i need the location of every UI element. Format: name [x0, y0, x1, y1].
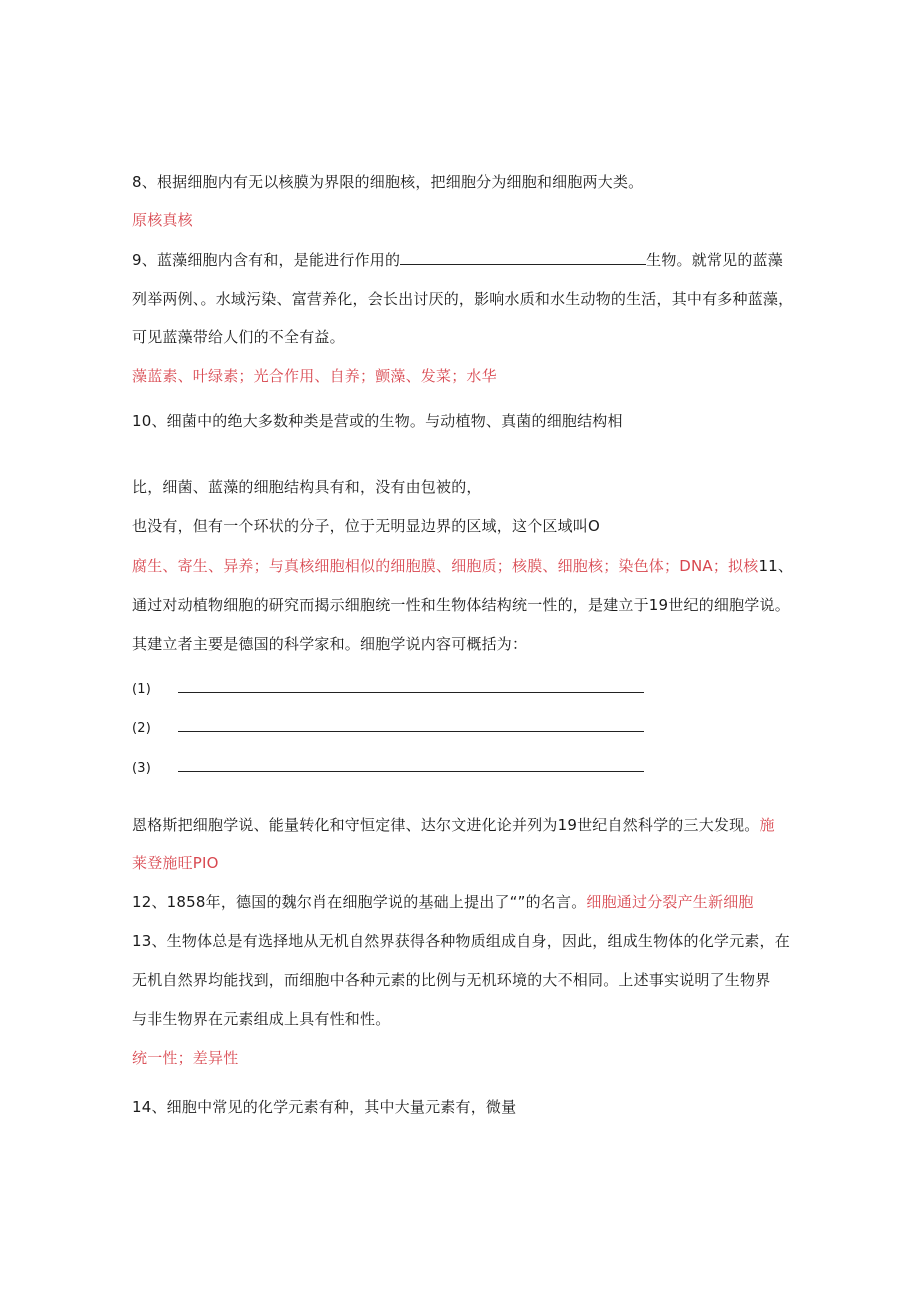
q12-answer: 细胞通过分裂产生新细胞	[586, 893, 754, 911]
q13-line3: 与非生物界在元素组成上具有性和性。	[132, 1010, 391, 1028]
q11-line3: 其建立者主要是德国的科学家和。细胞学说内容可概括为：	[132, 635, 528, 653]
q10-answer-q11-start	[132, 556, 793, 576]
q13-line2: 无机自然界均能找到，而细胞中各种元素的比例与无机环境的大不相同。上述事实说明了生物界	[132, 971, 771, 989]
item-label: (1)	[132, 682, 152, 697]
q10-line2: 比，细菌、蓝藻的细胞结构具有和，没有由包被的，	[132, 478, 482, 496]
q11-line-after	[132, 815, 775, 835]
q13-answer: 统一性；差异性	[132, 1049, 239, 1067]
q10-line3: 也没有，但有一个环状的分子，位于无明显边界的区域，这个区域叫O	[132, 517, 601, 535]
q12-line	[132, 892, 754, 912]
q12-text: 12、1858年，德国的魏尔肖在细胞学说的基础上提出了“”的名言。	[132, 893, 587, 911]
q9-line2: 列举两例、。水域污染、富营养化，会长出讨厌的，影响水质和水生动物的生活，其中有多种蓝藻，	[132, 290, 794, 308]
q11-line-after-text: 恩格斯把细胞学说、能量转化和守恒定律、达尔文进化论并列为19世纪自然科学的三大发现。	[132, 816, 760, 834]
q14-text: 14、细胞中常见的化学元素有种，其中大量元素有，微量	[132, 1098, 517, 1116]
q11-line2: 通过对动植物细胞的研究而揭示细胞统一性和生物体结构统一性的，是建立于19世纪的细胞学说。	[132, 596, 790, 614]
item-label: (3)	[132, 761, 152, 776]
q11-item-1	[132, 678, 644, 700]
item-blank	[178, 770, 644, 772]
item-blank	[178, 730, 644, 732]
q10-line1: 10、细菌中的绝大多数种类是营或的生物。与动植物、真菌的细胞结构相	[132, 412, 623, 430]
q9-line3: 可见蓝藻带给人们的不全有益。	[132, 328, 345, 346]
q9-line1-a: 9、蓝藻细胞内含有和，是能进行作用的	[132, 251, 401, 269]
q11-answer-a: 施	[759, 816, 775, 834]
item-label: (2)	[132, 721, 152, 736]
item-blank	[178, 691, 644, 693]
q9-answer: 藻蓝素、叶绿素；光合作用、自养；颤藻、发菜；水华	[132, 367, 497, 385]
q10-answer: 腐生、寄生、异养；与真核细胞相似的细胞膜、细胞质；核膜、细胞核；染色体；DNA；拟核	[132, 557, 759, 575]
q11-answer-b: 莱登施旺PIO	[132, 854, 219, 872]
q11-item-3	[132, 757, 644, 779]
q9-line1	[132, 250, 783, 270]
q8-text: 8、根据细胞内有无以核膜为界限的细胞核，把细胞分为细胞和细胞两大类。	[132, 173, 644, 191]
q9-blank	[400, 263, 646, 265]
q8-answer: 原核真核	[132, 211, 193, 229]
q11-start: 11、	[758, 557, 794, 575]
q11-item-2	[132, 717, 644, 739]
q9-line1-b: 生物。就常见的蓝藻	[646, 251, 783, 269]
q13-line1: 13、生物体总是有选择地从无机自然界获得各种物质组成自身，因此，组成生物体的化学元素，在	[132, 932, 790, 950]
